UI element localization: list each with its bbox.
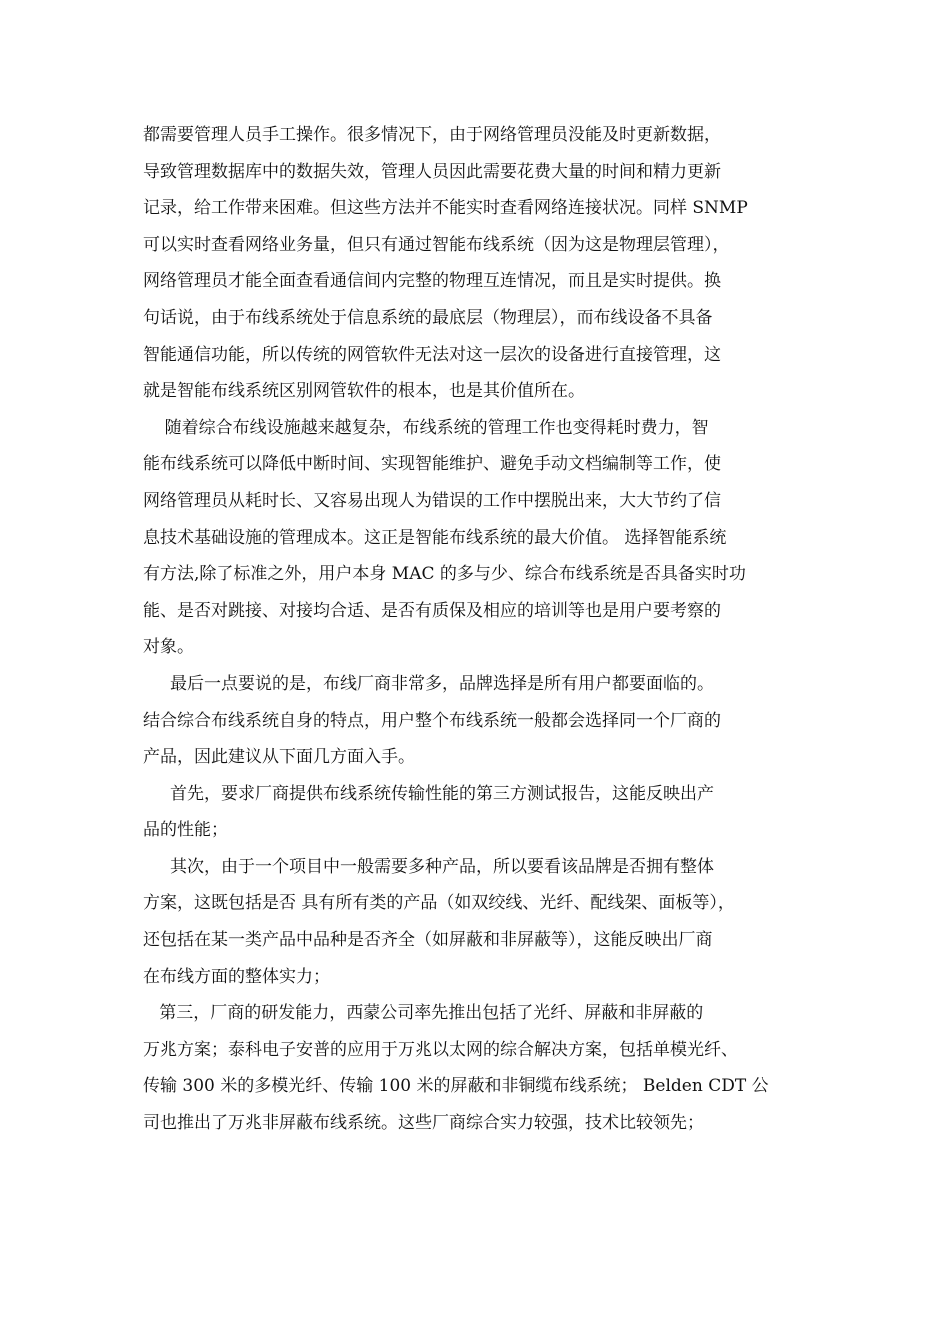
text-line: 智能通信功能，所以传统的网管软件无法对这一层次的设备进行直接管理，这 (143, 344, 721, 365)
text-line: 传输 300 米的多模光纤、传输 100 米的屏蔽和非铜缆布线系统； Belden CDT 公 (143, 1076, 769, 1097)
text-line: 方案，这既包括是否 具有所有类的产品（如双绞线、光纤、配线架、面板等）， (143, 893, 735, 914)
text-line: 品的性能； (143, 820, 228, 841)
text-line: 其次，由于一个项目中一般需要多种产品，所以要看该品牌是否拥有整体 (143, 856, 715, 877)
text-line: 产品，因此建议从下面几方面入手。 (143, 747, 415, 768)
text-line: 有方法,除了标准之外，用户本身 MAC 的多与少、综合布线系统是否具备实时功 (143, 564, 746, 585)
text-line: 能、是否对跳接、对接均合适、是否有质保及相应的培训等也是用户要考察的 (143, 600, 721, 621)
text-line: 就是智能布线系统区别网管软件的根本，也是其价值所在。 (143, 381, 585, 402)
text-line: 还包括在某一类产品中品种是否齐全（如屏蔽和非屏蔽等），这能反映出厂商 (143, 930, 713, 951)
document-body (143, 117, 815, 1142)
text-line: 记录，给工作带来困难。但这些方法并不能实时查看网络连接状况。同样 SNMP (143, 198, 748, 219)
text-line: 网络管理员从耗时长、又容易出现人为错误的工作中摆脱出来，大大节约了信 (143, 490, 721, 511)
text-line: 息技术基础设施的管理成本。这正是智能布线系统的最大价值。 选择智能系统 (143, 527, 727, 548)
text-line: 第三，厂商的研发能力，西蒙公司率先推出包括了光纤、屏蔽和非屏蔽的 (143, 1003, 704, 1024)
text-line: 对象。 (143, 637, 194, 658)
text-line: 能布线系统可以降低中断时间、实现智能维护、避免手动文档编制等工作，使 (143, 454, 721, 475)
text-line: 结合综合布线系统自身的特点，用户整个布线系统一般都会选择同一个厂商的 (143, 710, 721, 731)
text-line: 导致管理数据库中的数据失效，管理人员因此需要花费大量的时间和精力更新 (143, 161, 721, 182)
text-line: 首先，要求厂商提供布线系统传输性能的第三方测试报告，这能反映出产 (143, 783, 715, 804)
text-line: 网络管理员才能全面查看通信间内完整的物理互连情况，而且是实时提供。换 (143, 271, 721, 292)
text-line: 句话说，由于布线系统处于信息系统的最底层（物理层），而布线设备不具备 (143, 307, 713, 328)
text-line: 最后一点要说的是，布线厂商非常多，品牌选择是所有用户都要面临的。 (143, 673, 715, 694)
text-line: 在布线方面的整体实力； (143, 966, 330, 987)
text-line: 随着综合布线设施越来越复杂，布线系统的管理工作也变得耗时费力，智 (143, 417, 709, 438)
text-line: 万兆方案；泰科电子安普的应用于万兆以太网的综合解决方案，包括单模光纤、 (143, 1039, 738, 1060)
text-line: 都需要管理人员手工操作。很多情况下，由于网络管理员没能及时更新数据， (143, 125, 721, 145)
text-line: 可以实时查看网络业务量，但只有通过智能布线系统（因为这是物理层管理）， (143, 234, 730, 255)
text-line: 司也推出了万兆非屏蔽布线系统。这些厂商综合实力较强，技术比较领先； (143, 1113, 704, 1134)
